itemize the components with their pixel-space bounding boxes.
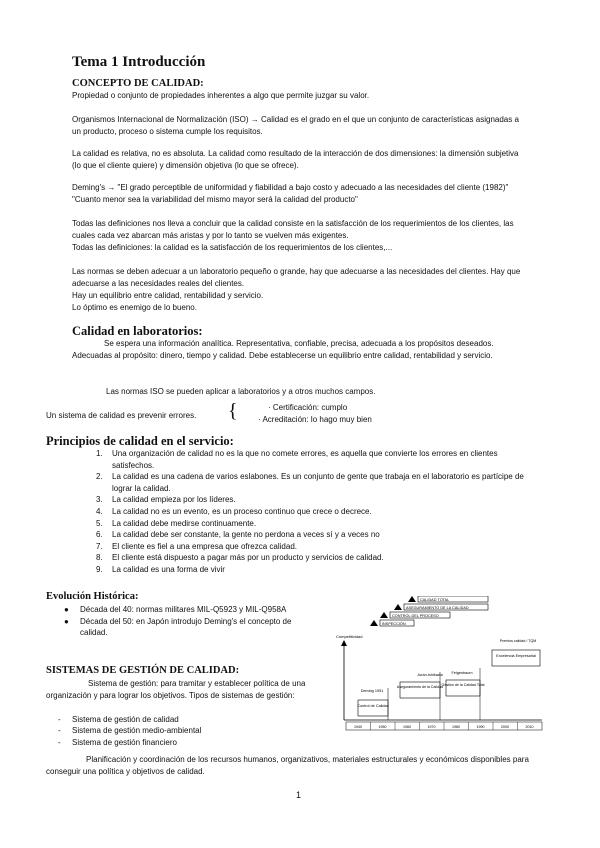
page-number: 1 [296, 790, 302, 800]
year-label: 1950 [378, 725, 387, 729]
principio-item: 6. La calidad debe ser constante, la gente no perdona a veces sí y a veces no [96, 530, 380, 540]
legend-label-0: CALIDAD TOTAL [420, 598, 450, 602]
year-label: 2010 [525, 725, 534, 729]
concepto-relativa: La calidad es relativa, no es absoluta. La calidad como resultado de la interacción de dos dimensiones: la dimensión subjetiva (lo que el cliente quiere) y dimensión objetiva (lo que se ofrece). [72, 149, 519, 170]
certificacion-text: Certificación: cumplo [272, 403, 348, 412]
evolucion-heading: Evolución Histórica: [46, 591, 139, 602]
label-feigenbaum: Feigenbaum [451, 671, 473, 675]
year-label: 1990 [476, 725, 485, 729]
box-excelencia [492, 650, 540, 666]
laboratorios-text: Se espera una información analítica. Representativa, confiable, precisa, adecuada a los propósitos deseados. Adecuadas al propósito: dinero, tiempo y calidad. Debe establecerse un equilibrio entre calidad, rentabilidad y servicio. [72, 339, 494, 360]
sistemas-item: - Sistema de gestión medio-ambiental [58, 726, 202, 736]
laboratorios-sistema: Un sistema de calidad es prevenir errores. [46, 411, 197, 420]
sistemas-planificacion: Planificación y coordinación de los recursos humanos, organizativos, materiales estructurales y económicos disponibles para conseguir una política y objetivos de calidad. [46, 755, 529, 776]
principios-list [88, 448, 528, 576]
label-premios: Premios calidad / TQM [499, 639, 537, 643]
evolution-figure [334, 596, 544, 736]
concepto-definiciones-1: Todas las definiciones nos lleva a concluir que la calidad consiste en la satisfacción de los requerimientos de los clientes, las cuales cada vez abarcan más aristas y por lo tanto se vuelven más exigentes. [72, 219, 514, 240]
brace: { [228, 400, 238, 422]
year-label: 1980 [452, 725, 460, 729]
principio-item: 4. La calidad no es un evento, es un proceso continuo que crece o decrece. [96, 506, 372, 516]
box-control-calidad [358, 700, 388, 716]
year-label: 1960 [403, 725, 411, 729]
laboratorios-heading: Calidad en laboratorios: [72, 324, 203, 338]
evolucion-item: ● Década del 40: normas militares MIL-Q5923 y MIL-Q958A [64, 605, 287, 614]
sistemas-item: - Sistema de gestión financiero [58, 737, 177, 747]
principio-item: 2. La calidad es una cadena de varios eslabones. Es un conjunto de gente que trabaja en el laboratorio es partícipe de lograr la calidad. [96, 472, 524, 493]
year-label: 1970 [427, 725, 436, 729]
legend-label-2: CONTROL DEL PROCESO [392, 614, 439, 618]
principio-item: 1. Una organización de calidad no es la que no comete errores, es aquella que convierte los errores en clientes satisfechos. [96, 449, 498, 470]
evolucion-item: ● Década del 50: en Japón introdujo Deming's el concepto de calidad. [64, 616, 292, 638]
principio-item: 7. El cliente es fiel a una empresa que ofrezca calidad. [96, 541, 297, 551]
year-axis [346, 722, 542, 730]
y-axis-label: Competitividad [336, 634, 363, 639]
principios-heading: Principios de calidad en el servicio: [46, 434, 234, 448]
label-gestion-total: Gestión de la Calidad Total [441, 683, 485, 687]
principio-item: 8. El cliente está dispuesto a pagar más por un producto y servicios de calidad. [96, 553, 384, 563]
concepto-definiciones-2: Todas las definiciones: la calidad es la satisfacción de los requerimientos de los clientes,... [72, 243, 393, 252]
acreditacion-text: Acreditación: lo hago muy bien [262, 415, 372, 424]
evolucion-list [62, 604, 318, 639]
concepto-deming: Deming's → "El grado perceptible de uniformidad y fiabilidad a bajo costo y adecuado a las necesidades del cliente (1982)" "Cuanto menor sea la variabilidad del mismo mayor será la calidad del producto" [72, 183, 509, 204]
principio-item: 9. La calidad es una forma de vivir [96, 564, 225, 574]
concepto-def: Propiedad o conjunto de propiedades inherentes a algo que permite juzgar su valor. [72, 91, 370, 100]
legend-triangle-icon [408, 596, 416, 602]
laboratorios-acreditacion: · Acreditación: lo hago muy bien [258, 415, 372, 424]
legend-label-3: INSPECCIÓN [382, 622, 406, 626]
label-excelencia: Excelencia Empresarial [496, 654, 536, 658]
legend-triangle-icon [370, 620, 378, 626]
sistemas-item: - Sistema de gestión de calidad [58, 715, 179, 724]
page-title: Tema 1 Introducción [72, 54, 206, 70]
legend-triangle-icon [380, 612, 388, 618]
label-juran: Juran-Ishikawa [417, 673, 443, 677]
principio-item: 5. La calidad debe medirse continuamente. [96, 518, 257, 528]
legend-triangle-icon [394, 604, 402, 610]
sistemas-heading: SISTEMAS DE GESTIÓN DE CALIDAD: [46, 665, 240, 676]
label-control-calidad: Control de Calidad [357, 704, 389, 708]
concepto-heading: CONCEPTO DE CALIDAD: [72, 78, 204, 89]
label-deming: Deming 1951 [360, 689, 384, 693]
laboratorios-iso-line: Las normas ISO se pueden aplicar a laboratorios y a otros muchos campos. [106, 387, 376, 396]
legend-label-1: ASEGURAMIENTO DE LA CALIDAD [406, 606, 469, 610]
principio-item: 3. La calidad empieza por los líderes. [96, 495, 236, 505]
year-label: 1940 [354, 725, 362, 729]
concepto-normas-1: Las normas se deben adecuar a un laboratorio pequeño o grande, hay que adecuarse a las necesidades del clientes. Hay que adecuarse a las necesidades reales del clientes. [72, 267, 521, 288]
sistemas-text: Sistema de gestión: para tramitar y establecer política de una organización y para lograr los objetivos. Tipos de sistemas de gestión: [46, 679, 306, 700]
concepto-normas-3: Lo óptimo es enemigo de lo bueno. [72, 303, 197, 312]
year-label: 2000 [501, 725, 509, 729]
concepto-normas-2: Hay un equilibrio entre calidad, rentabilidad y servicio. [72, 291, 264, 300]
label-aseguramiento: Aseguramiento de la Calidad [396, 685, 444, 689]
sistemas-list [46, 714, 322, 748]
concepto-iso: Organismos Internacional de Normalización (ISO) → Calidad es el grado en el que un conjunto de características asignadas a un producto, proceso o sistema cumple los requisitos. [72, 115, 519, 136]
laboratorios-certificacion: · Certificación: cumplo [268, 403, 348, 412]
arrow-up-icon [341, 640, 347, 646]
